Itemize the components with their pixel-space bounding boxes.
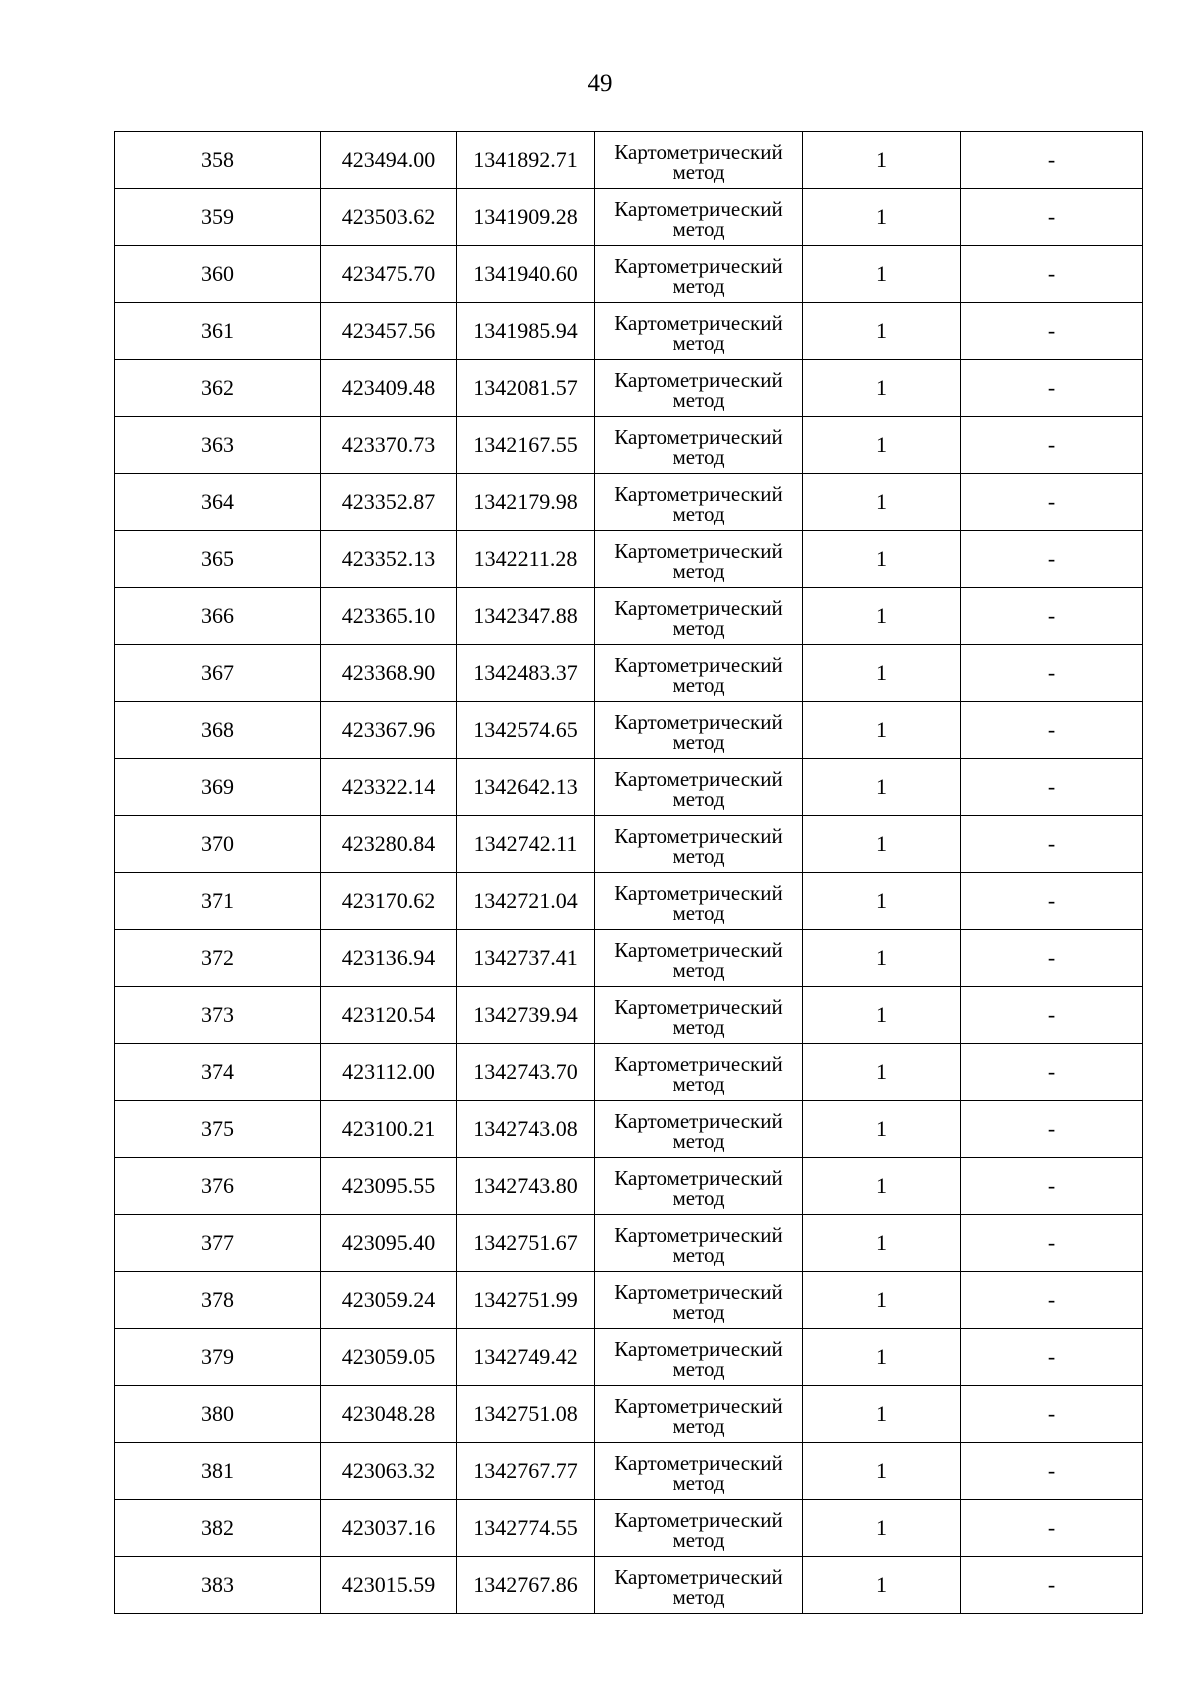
table-row — [115, 816, 1143, 873]
accuracy-cell: 1 — [803, 1386, 961, 1443]
note-cell: - — [961, 1329, 1143, 1386]
point-number-cell: 371 — [115, 873, 321, 930]
method-cell: Картометрический метод — [595, 417, 803, 474]
x-coordinate-cell: 423136.94 — [321, 930, 457, 987]
y-coordinate-cell: 1342179.98 — [457, 474, 595, 531]
note-cell: - — [961, 1101, 1143, 1158]
accuracy-cell: 1 — [803, 132, 961, 189]
table-row — [115, 246, 1143, 303]
note-cell: - — [961, 1272, 1143, 1329]
method-cell: Картометрический метод — [595, 360, 803, 417]
point-number-cell: 372 — [115, 930, 321, 987]
point-number-cell: 362 — [115, 360, 321, 417]
point-number-cell: 366 — [115, 588, 321, 645]
point-number-cell: 359 — [115, 189, 321, 246]
point-number-cell: 374 — [115, 1044, 321, 1101]
x-coordinate-cell: 423370.73 — [321, 417, 457, 474]
note-cell: - — [961, 474, 1143, 531]
table-row — [115, 132, 1143, 189]
method-cell: Картометрический метод — [595, 474, 803, 531]
method-cell: Картометрический метод — [595, 1386, 803, 1443]
note-cell: - — [961, 702, 1143, 759]
accuracy-cell: 1 — [803, 1101, 961, 1158]
table-row — [115, 645, 1143, 702]
note-cell: - — [961, 1158, 1143, 1215]
method-cell: Картометрический метод — [595, 1044, 803, 1101]
method-cell: Картометрический метод — [595, 759, 803, 816]
point-number-cell: 365 — [115, 531, 321, 588]
note-cell: - — [961, 759, 1143, 816]
x-coordinate-cell: 423095.55 — [321, 1158, 457, 1215]
note-cell: - — [961, 816, 1143, 873]
page-number: 49 — [587, 70, 613, 97]
x-coordinate-cell: 423063.32 — [321, 1443, 457, 1500]
y-coordinate-cell: 1342742.11 — [457, 816, 595, 873]
accuracy-cell: 1 — [803, 246, 961, 303]
table-row — [115, 1101, 1143, 1158]
y-coordinate-cell: 1342167.55 — [457, 417, 595, 474]
y-coordinate-cell: 1342751.99 — [457, 1272, 595, 1329]
method-cell: Картометрический метод — [595, 1272, 803, 1329]
x-coordinate-cell: 423352.87 — [321, 474, 457, 531]
table-row — [115, 588, 1143, 645]
accuracy-cell: 1 — [803, 474, 961, 531]
x-coordinate-cell: 423048.28 — [321, 1386, 457, 1443]
y-coordinate-cell: 1342737.41 — [457, 930, 595, 987]
coordinates-table — [114, 131, 1143, 1614]
table-row — [115, 1215, 1143, 1272]
note-cell: - — [961, 873, 1143, 930]
accuracy-cell: 1 — [803, 360, 961, 417]
note-cell: - — [961, 1500, 1143, 1557]
method-cell: Картометрический метод — [595, 132, 803, 189]
accuracy-cell: 1 — [803, 702, 961, 759]
point-number-cell: 358 — [115, 132, 321, 189]
method-cell: Картометрический метод — [595, 189, 803, 246]
method-cell: Картометрический метод — [595, 1101, 803, 1158]
x-coordinate-cell: 423503.62 — [321, 189, 457, 246]
table-row — [115, 360, 1143, 417]
table-row — [115, 1557, 1143, 1614]
note-cell: - — [961, 987, 1143, 1044]
note-cell: - — [961, 1557, 1143, 1614]
y-coordinate-cell: 1341940.60 — [457, 246, 595, 303]
method-cell: Картометрический метод — [595, 1215, 803, 1272]
table-row — [115, 1443, 1143, 1500]
y-coordinate-cell: 1342743.80 — [457, 1158, 595, 1215]
y-coordinate-cell: 1342767.77 — [457, 1443, 595, 1500]
x-coordinate-cell: 423100.21 — [321, 1101, 457, 1158]
y-coordinate-cell: 1342774.55 — [457, 1500, 595, 1557]
y-coordinate-cell: 1342347.88 — [457, 588, 595, 645]
x-coordinate-cell: 423015.59 — [321, 1557, 457, 1614]
accuracy-cell: 1 — [803, 1044, 961, 1101]
point-number-cell: 376 — [115, 1158, 321, 1215]
y-coordinate-cell: 1342739.94 — [457, 987, 595, 1044]
x-coordinate-cell: 423059.05 — [321, 1329, 457, 1386]
table-row — [115, 1158, 1143, 1215]
y-coordinate-cell: 1342751.08 — [457, 1386, 595, 1443]
table-row — [115, 1500, 1143, 1557]
accuracy-cell: 1 — [803, 531, 961, 588]
method-cell: Картометрический метод — [595, 645, 803, 702]
method-cell: Картометрический метод — [595, 303, 803, 360]
note-cell: - — [961, 417, 1143, 474]
table-row — [115, 1386, 1143, 1443]
x-coordinate-cell: 423457.56 — [321, 303, 457, 360]
point-number-cell: 373 — [115, 987, 321, 1044]
table-row — [115, 1044, 1143, 1101]
point-number-cell: 375 — [115, 1101, 321, 1158]
note-cell: - — [961, 531, 1143, 588]
y-coordinate-cell: 1342081.57 — [457, 360, 595, 417]
point-number-cell: 381 — [115, 1443, 321, 1500]
point-number-cell: 379 — [115, 1329, 321, 1386]
method-cell: Картометрический метод — [595, 816, 803, 873]
accuracy-cell: 1 — [803, 1443, 961, 1500]
table-row — [115, 1329, 1143, 1386]
note-cell: - — [961, 189, 1143, 246]
method-cell: Картометрический метод — [595, 873, 803, 930]
accuracy-cell: 1 — [803, 417, 961, 474]
accuracy-cell: 1 — [803, 987, 961, 1044]
table-row — [115, 189, 1143, 246]
method-cell: Картометрический метод — [595, 588, 803, 645]
method-cell: Картометрический метод — [595, 1557, 803, 1614]
y-coordinate-cell: 1342721.04 — [457, 873, 595, 930]
y-coordinate-cell: 1342743.70 — [457, 1044, 595, 1101]
x-coordinate-cell: 423365.10 — [321, 588, 457, 645]
note-cell: - — [961, 360, 1143, 417]
accuracy-cell: 1 — [803, 645, 961, 702]
x-coordinate-cell: 423368.90 — [321, 645, 457, 702]
table-body — [115, 132, 1143, 1614]
accuracy-cell: 1 — [803, 1272, 961, 1329]
accuracy-cell: 1 — [803, 189, 961, 246]
note-cell: - — [961, 588, 1143, 645]
x-coordinate-cell: 423409.48 — [321, 360, 457, 417]
accuracy-cell: 1 — [803, 1500, 961, 1557]
method-cell: Картометрический метод — [595, 1158, 803, 1215]
y-coordinate-cell: 1342211.28 — [457, 531, 595, 588]
accuracy-cell: 1 — [803, 930, 961, 987]
accuracy-cell: 1 — [803, 588, 961, 645]
x-coordinate-cell: 423112.00 — [321, 1044, 457, 1101]
method-cell: Картометрический метод — [595, 1500, 803, 1557]
table-row — [115, 930, 1143, 987]
accuracy-cell: 1 — [803, 816, 961, 873]
point-number-cell: 378 — [115, 1272, 321, 1329]
table-row — [115, 1272, 1143, 1329]
y-coordinate-cell: 1342483.37 — [457, 645, 595, 702]
accuracy-cell: 1 — [803, 1557, 961, 1614]
note-cell: - — [961, 1044, 1143, 1101]
y-coordinate-cell: 1342749.42 — [457, 1329, 595, 1386]
point-number-cell: 369 — [115, 759, 321, 816]
y-coordinate-cell: 1341985.94 — [457, 303, 595, 360]
point-number-cell: 361 — [115, 303, 321, 360]
method-cell: Картометрический метод — [595, 1443, 803, 1500]
x-coordinate-cell: 423170.62 — [321, 873, 457, 930]
point-number-cell: 370 — [115, 816, 321, 873]
x-coordinate-cell: 423352.13 — [321, 531, 457, 588]
x-coordinate-cell: 423322.14 — [321, 759, 457, 816]
accuracy-cell: 1 — [803, 303, 961, 360]
table-row — [115, 873, 1143, 930]
point-number-cell: 364 — [115, 474, 321, 531]
x-coordinate-cell: 423494.00 — [321, 132, 457, 189]
y-coordinate-cell: 1342743.08 — [457, 1101, 595, 1158]
y-coordinate-cell: 1342767.86 — [457, 1557, 595, 1614]
table-row — [115, 702, 1143, 759]
x-coordinate-cell: 423120.54 — [321, 987, 457, 1044]
accuracy-cell: 1 — [803, 1215, 961, 1272]
accuracy-cell: 1 — [803, 1329, 961, 1386]
method-cell: Картометрический метод — [595, 930, 803, 987]
note-cell: - — [961, 246, 1143, 303]
note-cell: - — [961, 303, 1143, 360]
table-row — [115, 759, 1143, 816]
note-cell: - — [961, 645, 1143, 702]
method-cell: Картометрический метод — [595, 702, 803, 759]
point-number-cell: 367 — [115, 645, 321, 702]
point-number-cell: 368 — [115, 702, 321, 759]
x-coordinate-cell: 423475.70 — [321, 246, 457, 303]
accuracy-cell: 1 — [803, 759, 961, 816]
method-cell: Картометрический метод — [595, 531, 803, 588]
y-coordinate-cell: 1341892.71 — [457, 132, 595, 189]
accuracy-cell: 1 — [803, 873, 961, 930]
note-cell: - — [961, 1215, 1143, 1272]
y-coordinate-cell: 1342751.67 — [457, 1215, 595, 1272]
x-coordinate-cell: 423367.96 — [321, 702, 457, 759]
x-coordinate-cell: 423280.84 — [321, 816, 457, 873]
note-cell: - — [961, 930, 1143, 987]
note-cell: - — [961, 1386, 1143, 1443]
point-number-cell: 382 — [115, 1500, 321, 1557]
point-number-cell: 360 — [115, 246, 321, 303]
table-row — [115, 531, 1143, 588]
table-row — [115, 417, 1143, 474]
point-number-cell: 380 — [115, 1386, 321, 1443]
y-coordinate-cell: 1342574.65 — [457, 702, 595, 759]
method-cell: Картометрический метод — [595, 246, 803, 303]
x-coordinate-cell: 423095.40 — [321, 1215, 457, 1272]
table-row — [115, 474, 1143, 531]
x-coordinate-cell: 423059.24 — [321, 1272, 457, 1329]
x-coordinate-cell: 423037.16 — [321, 1500, 457, 1557]
point-number-cell: 377 — [115, 1215, 321, 1272]
accuracy-cell: 1 — [803, 1158, 961, 1215]
table-row — [115, 987, 1143, 1044]
note-cell: - — [961, 1443, 1143, 1500]
y-coordinate-cell: 1342642.13 — [457, 759, 595, 816]
method-cell: Картометрический метод — [595, 1329, 803, 1386]
point-number-cell: 383 — [115, 1557, 321, 1614]
point-number-cell: 363 — [115, 417, 321, 474]
method-cell: Картометрический метод — [595, 987, 803, 1044]
y-coordinate-cell: 1341909.28 — [457, 189, 595, 246]
table-row — [115, 303, 1143, 360]
note-cell: - — [961, 132, 1143, 189]
